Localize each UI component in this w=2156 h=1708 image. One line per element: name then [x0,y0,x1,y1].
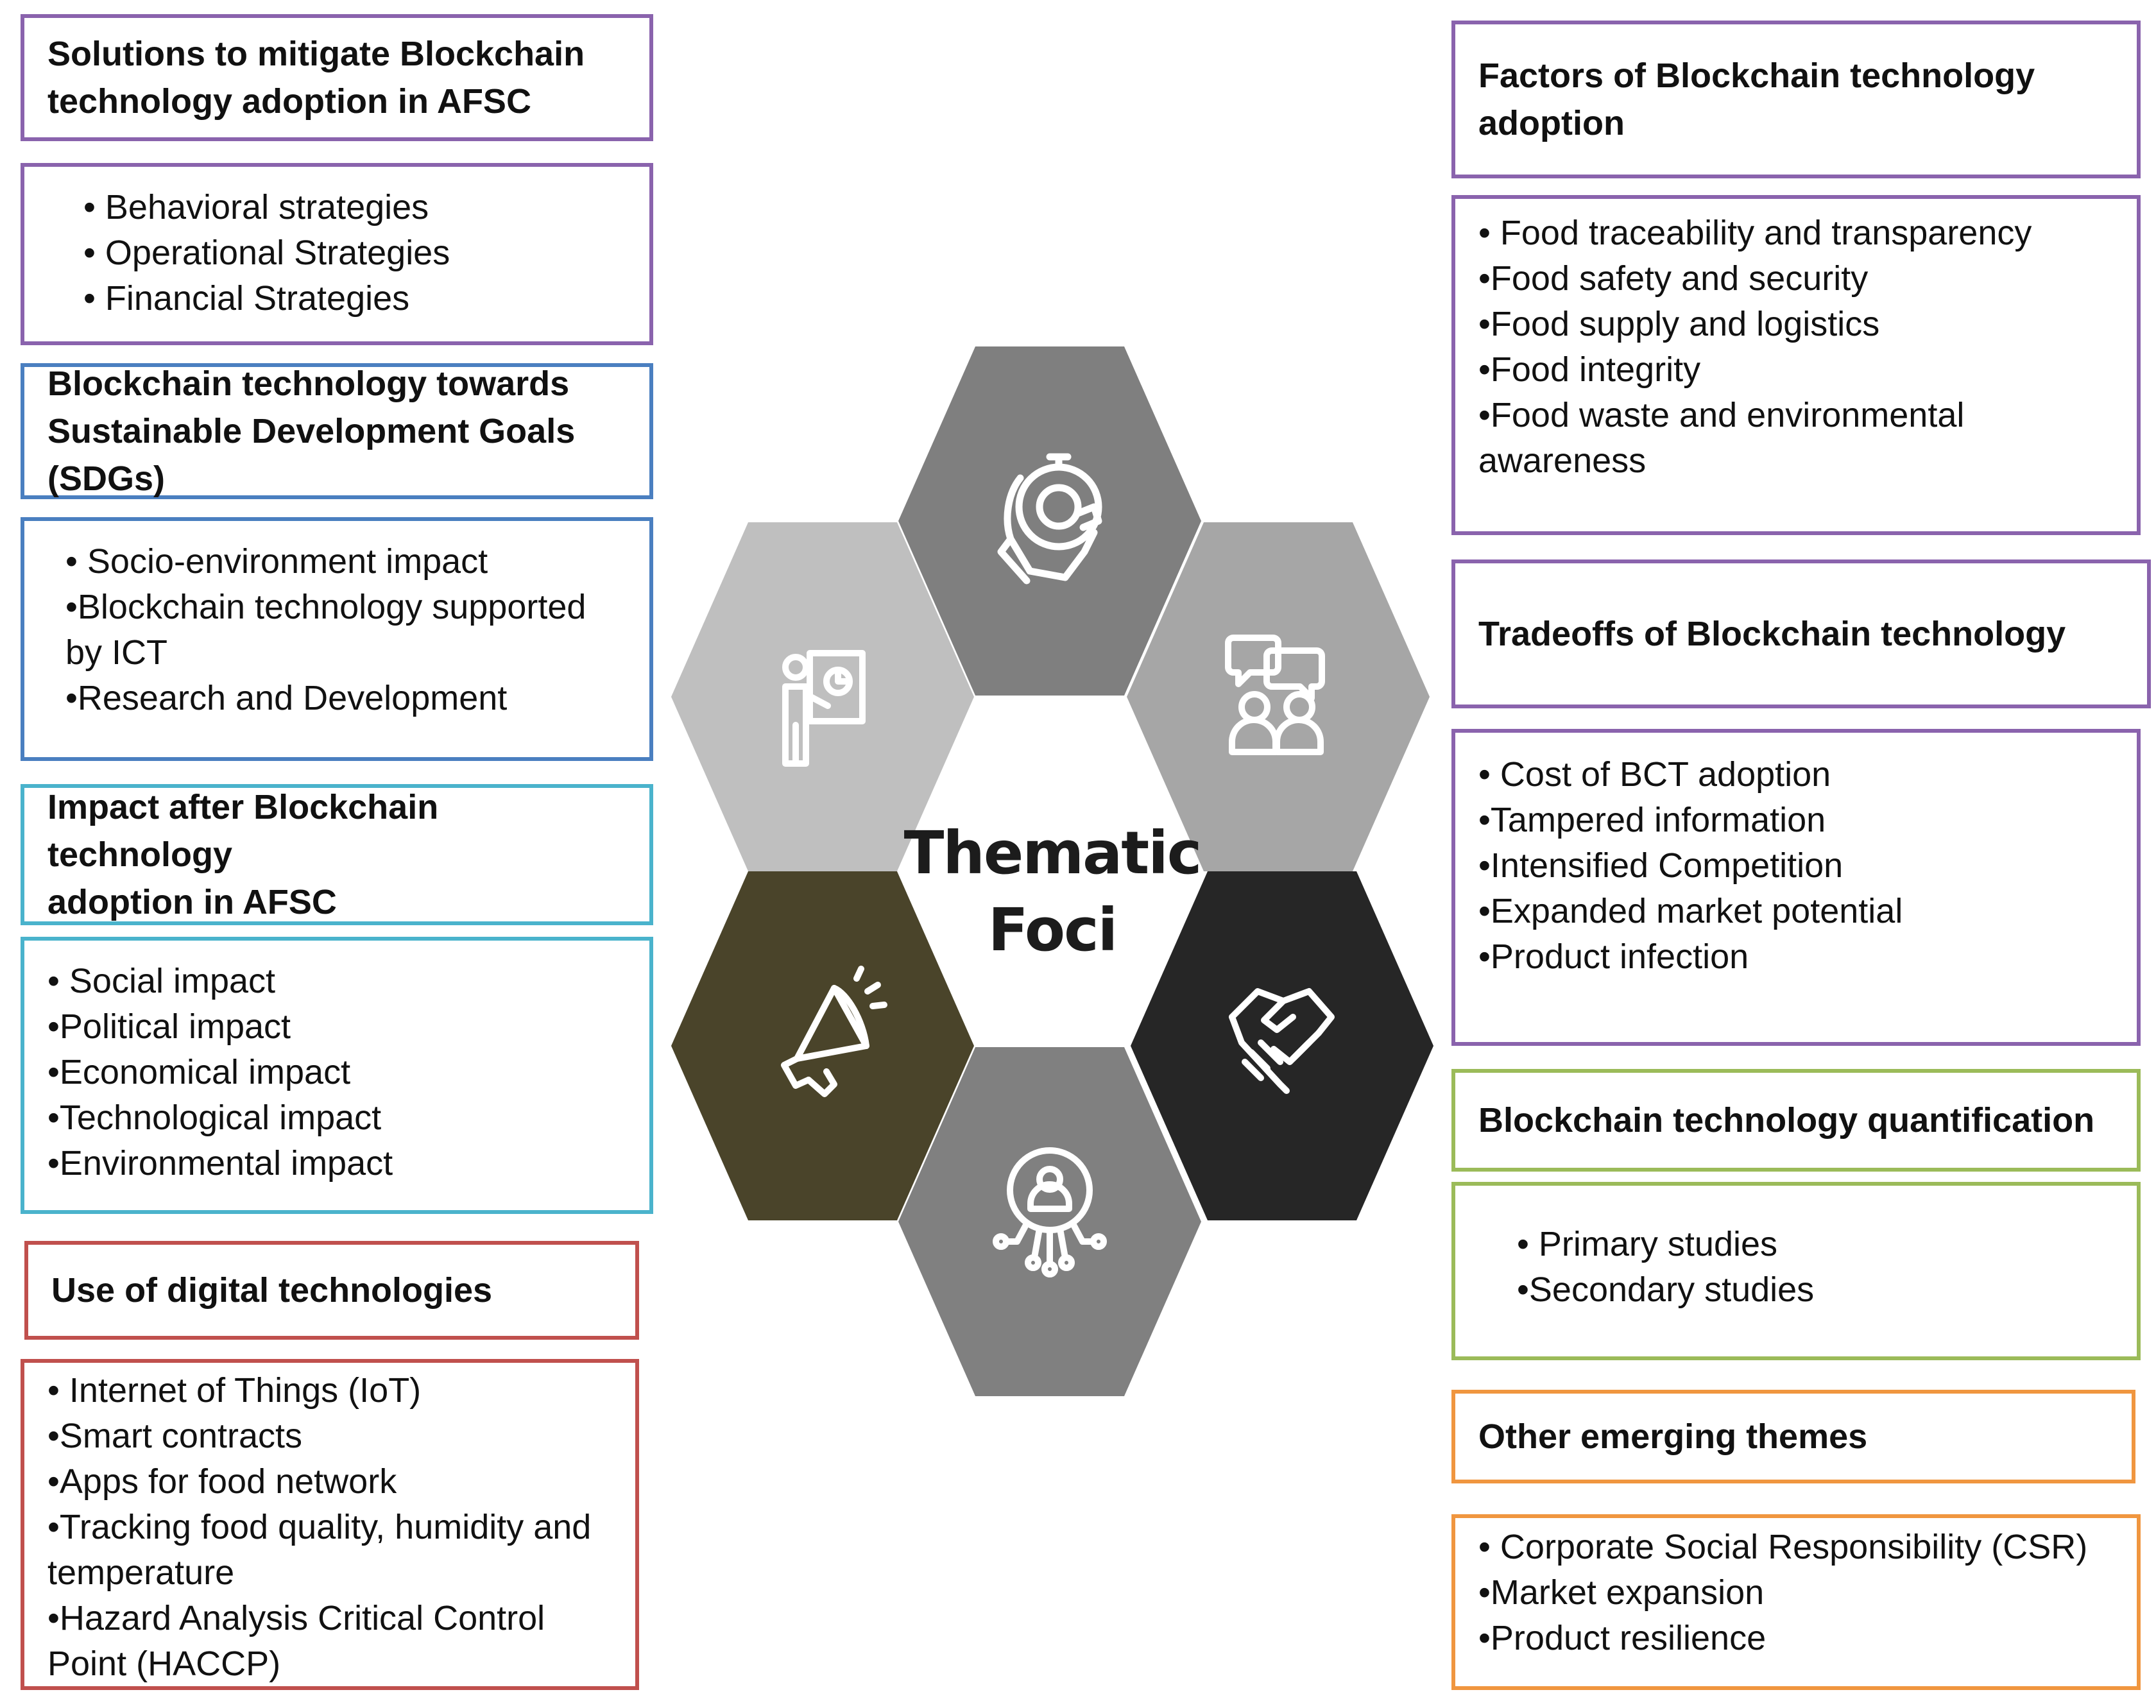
solutions-title-line1: Solutions to mitigate Blockchain [47,35,585,73]
quantification-title-box [1451,1069,2141,1172]
impact-list-box [21,937,653,1214]
solutions-title-line2: technology adoption in AFSC [47,82,531,121]
list-item: •Environmental impact [47,1144,393,1183]
list-item: • Socio-environment impact [65,542,488,581]
list-item: •Food supply and logistics [1478,305,1880,343]
list-item: • Primary studies [1517,1225,1778,1263]
center-title-line1: Thematic [903,819,1201,887]
list-item: •Apps for food network [47,1462,397,1501]
list-item: •Intensified Competition [1478,846,1844,885]
sdgs-title-line1: Blockchain technology towards [47,364,570,403]
factors-title-box [1451,21,2141,178]
quantification-title-line1: Blockchain technology quantification [1478,1101,2095,1140]
solutions-list-box [21,163,653,345]
tradeoffs-list-box [1451,729,2141,1046]
list-item: •Market expansion [1478,1573,1765,1612]
center-title [892,815,1213,969]
impact-title-box [21,784,653,925]
digital-tech-title-line1: Use of digital technologies [51,1271,493,1310]
impact-title-line2: adoption in AFSC [47,883,337,921]
list-item: • Corporate Social Responsibility (CSR) [1478,1528,2088,1566]
sdgs-title-line3: (SDGs) [47,459,166,498]
list-item: Point (HACCP) [47,1644,281,1683]
sdgs-list-box [21,517,653,761]
other-themes-title-box [1451,1390,2135,1483]
other-themes-title-line1: Other emerging themes [1478,1417,1868,1456]
list-item: •Economical impact [47,1053,351,1091]
list-item: • Social impact [47,962,276,1000]
list-item: •Food integrity [1478,350,1701,389]
sdgs-title-line2: Sustainable Development Goals [47,412,576,450]
tradeoffs-title-box [1451,559,2151,708]
list-item: • Cost of BCT adoption [1478,755,1831,794]
list-item: •Expanded market potential [1478,892,1903,930]
factors-list-box [1451,195,2141,535]
list-item: awareness [1478,441,1647,480]
list-item: •Product infection [1478,937,1749,976]
list-item: •Political impact [47,1007,291,1046]
list-item: •Technological impact [47,1098,382,1137]
sdgs-title-box [21,363,653,499]
center-title-line2: Foci [988,896,1117,964]
list-item: •Tracking food quality, humidity and [47,1508,592,1546]
factors-title-line2: adoption [1478,104,1625,142]
list-item: temperature [47,1553,235,1592]
list-item: •Blockchain technology supported [65,588,586,626]
list-item: •Food waste and environmental [1478,396,1965,434]
list-item: • Behavioral strategies [83,188,429,226]
list-item: •Hazard Analysis Critical Control [47,1599,545,1637]
list-item: •Smart contracts [47,1417,303,1455]
solutions-title-box [21,14,653,141]
list-item: •Research and Development [65,679,508,717]
list-item: •Product resilience [1478,1619,1767,1657]
digital-tech-title-box [24,1241,639,1340]
list-item: •Tampered information [1478,801,1826,839]
factors-title-line1: Factors of Blockchain technology [1478,56,2035,95]
impact-title-line1: Impact after Blockchain technology [47,788,439,874]
list-item: • Financial Strategies [83,279,410,318]
list-item: •Secondary studies [1517,1270,1815,1309]
tradeoffs-title-line1: Tradeoffs of Blockchain technology [1478,615,2066,653]
list-item: • Food traceability and transparency [1478,214,2032,252]
list-item: by ICT [65,633,168,672]
list-item: • Internet of Things (IoT) [47,1371,422,1410]
digital-tech-list-box [21,1359,639,1690]
list-item: • Operational Strategies [83,234,450,272]
other-themes-list-box [1451,1514,2141,1690]
list-item: •Food safety and security [1478,259,1869,298]
quantification-list-box [1451,1182,2141,1360]
